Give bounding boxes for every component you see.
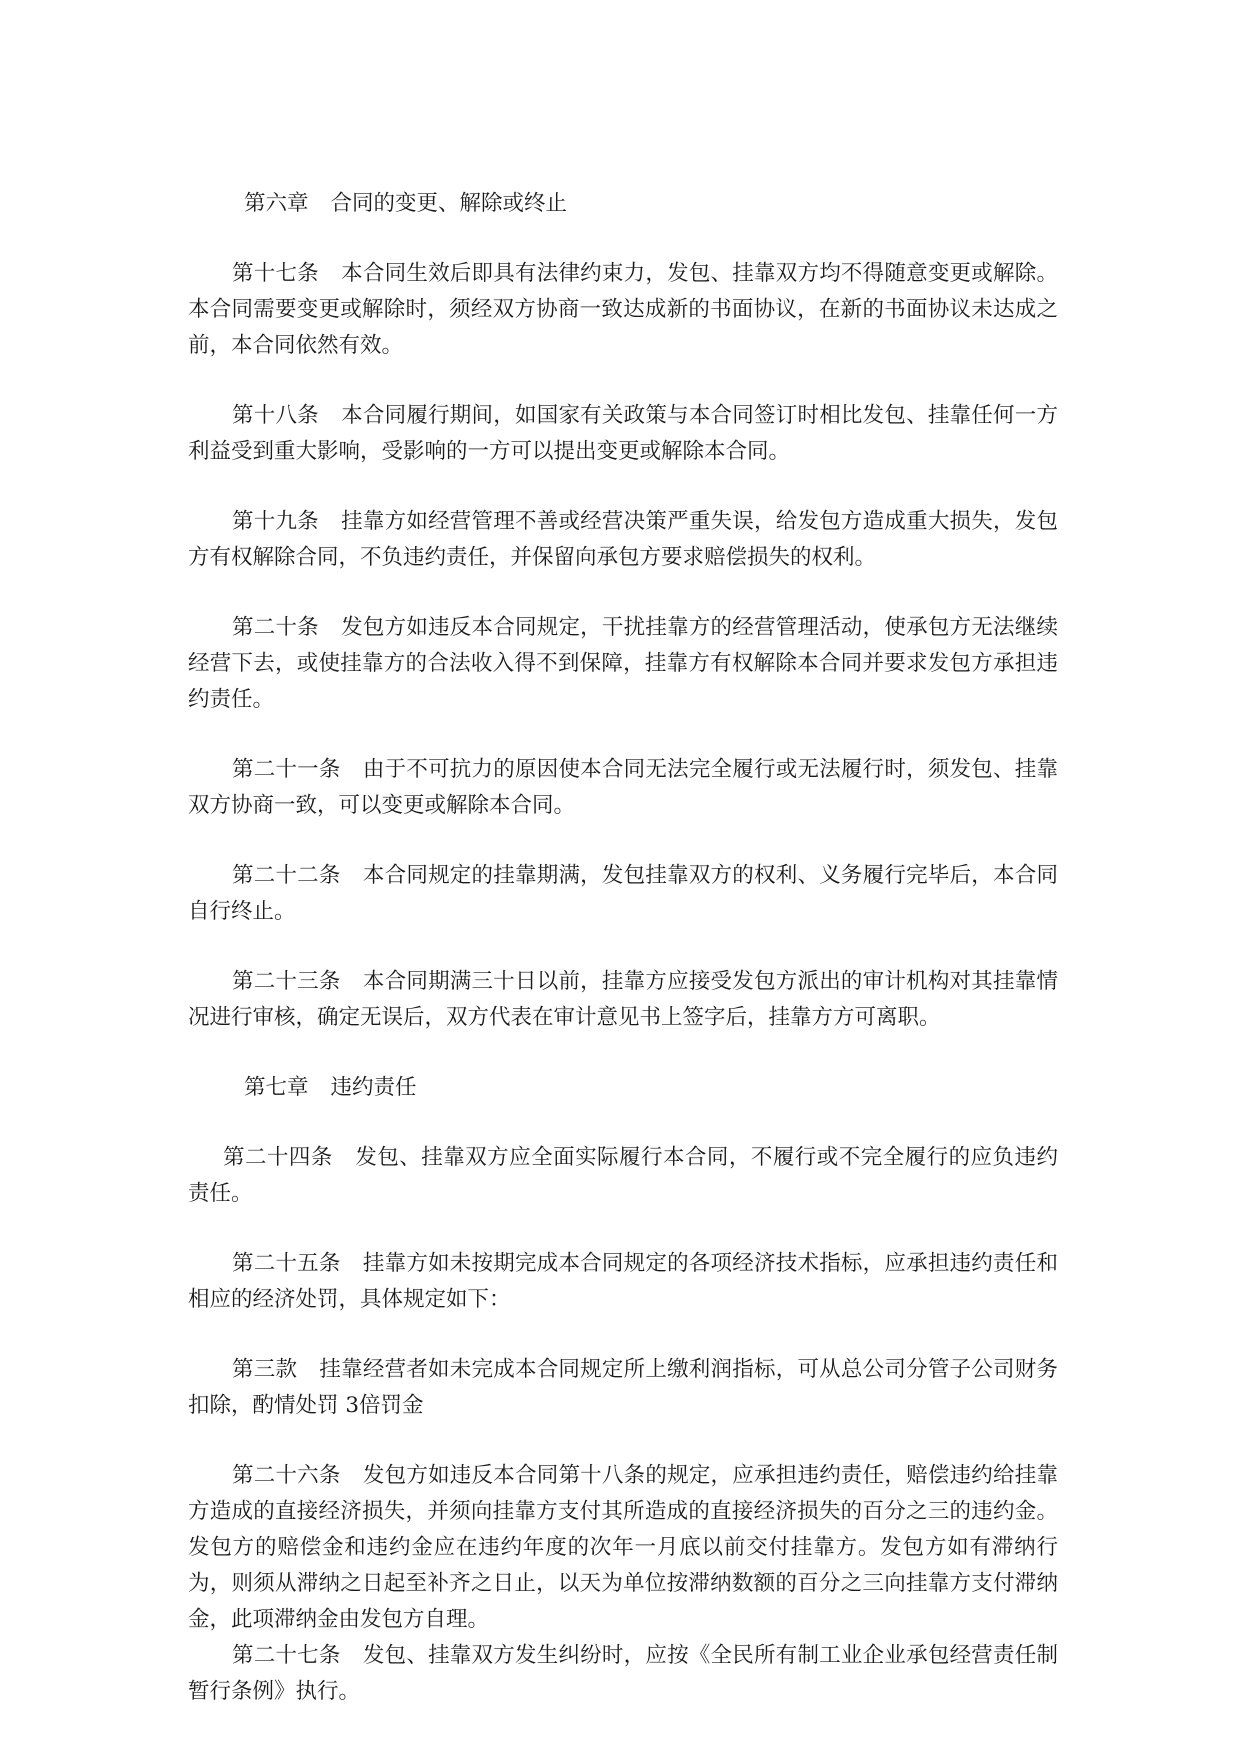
article-label: 第二十五条: [232, 1251, 341, 1276]
article-text: 由于不可抗力的原因使本合同无法完全履行或无法履行时，须发包、挂靠双方协商一致，可以变更或解除本合同。: [188, 757, 1058, 818]
article-label: 第二十三条: [232, 969, 341, 994]
article-26: [188, 1458, 1058, 1638]
article-21: [188, 752, 1058, 824]
article-24: [188, 1140, 1058, 1212]
article-text: 本合同履行期间，如国家有关政策与本合同签订时相比发包、挂靠任何一方利益受到重大影响，受影响的一方可以提出变更或解除本合同。: [188, 403, 1058, 464]
article-label: 第十八条: [232, 403, 319, 428]
article-text: 本合同规定的挂靠期满，发包挂靠双方的权利、义务履行完毕后，本合同自行终止。: [188, 863, 1058, 924]
article-17: [188, 256, 1058, 364]
article-23: [188, 964, 1058, 1036]
article-19: [188, 504, 1058, 576]
clause-3: [188, 1352, 1058, 1424]
article-label: 第十九条: [232, 509, 319, 534]
article-label: 第二十二条: [232, 863, 341, 888]
article-22: [188, 858, 1058, 930]
article-text: 发包方如违反本合同第十八条的规定，应承担违约责任，赔偿违约给挂靠方造成的直接经济损失，并须向挂靠方支付其所造成的直接经济损失的百分之三的违约金。发包方的赔偿金和违约金应在违约年度的次年一月底以前交付挂靠方。发包方如有滞纳行为，则须从滞纳之日起至补齐之日止，以天为单位按滞纳数额的百分之三向挂靠方支付滞纳金，此项滞纳金由发包方自理。: [188, 1463, 1058, 1632]
chapter-heading: [188, 1070, 1058, 1106]
article-text: 发包、挂靠双方发生纠纷时，应按《全民所有制工业企业承包经营责任制暂行条例》执行。: [188, 1643, 1058, 1704]
article-label: 第二十六条: [232, 1463, 341, 1488]
article-label: 第二十四条: [223, 1145, 333, 1170]
article-25: [188, 1246, 1058, 1318]
article-text: 挂靠方如未按期完成本合同规定的各项经济技术指标，应承担违约责任和相应的经济处罚，具体规定如下：: [188, 1251, 1058, 1312]
article-27: [188, 1638, 1058, 1710]
article-text: 发包方如违反本合同规定，干扰挂靠方的经营管理活动，使承包方无法继续经营下去，或使挂靠方的合法收入得不到保障，挂靠方有权解除本合同并要求发包方承担违约责任。: [188, 615, 1058, 712]
article-text: 本合同期满三十日以前，挂靠方应接受发包方派出的审计机构对其挂靠情况进行审核，确定无误后，双方代表在审计意见书上签字后，挂靠方方可离职。: [188, 969, 1058, 1030]
article-label: 第十七条: [232, 261, 319, 286]
article-label: 第三款: [232, 1357, 298, 1382]
chapter-title: 违约责任: [330, 1075, 417, 1100]
article-text: 挂靠方如经营管理不善或经营决策严重失误，给发包方造成重大损失，发包方有权解除合同，不负违约责任，并保留向承包方要求赔偿损失的权利。: [188, 509, 1058, 570]
article-label: 第二十条: [232, 615, 319, 640]
article-text: 挂靠经营者如未完成本合同规定所上缴利润指标，可从总公司分管子公司财务扣除，酌情处罚 3倍罚金: [188, 1357, 1058, 1418]
article-label: 第二十一条: [232, 757, 341, 782]
article-text: 发包、挂靠双方应全面实际履行本合同，不履行或不完全履行的应负违约责任。: [188, 1145, 1058, 1206]
article-18: [188, 398, 1058, 470]
article-text: 本合同生效后即具有法律约束力，发包、挂靠双方均不得随意变更或解除。本合同需要变更或解除时，须经双方协商一致达成新的书面协议，在新的书面协议未达成之前，本合同依然有效。: [188, 261, 1058, 358]
chapter-heading: [188, 186, 1058, 222]
chapter-number: 第七章: [244, 1075, 309, 1100]
article-label: 第二十七条: [232, 1643, 341, 1668]
chapter-number: 第六章: [244, 191, 309, 216]
document-page: [188, 186, 1058, 1710]
article-20: [188, 610, 1058, 718]
chapter-title: 合同的变更、解除或终止: [330, 191, 568, 216]
